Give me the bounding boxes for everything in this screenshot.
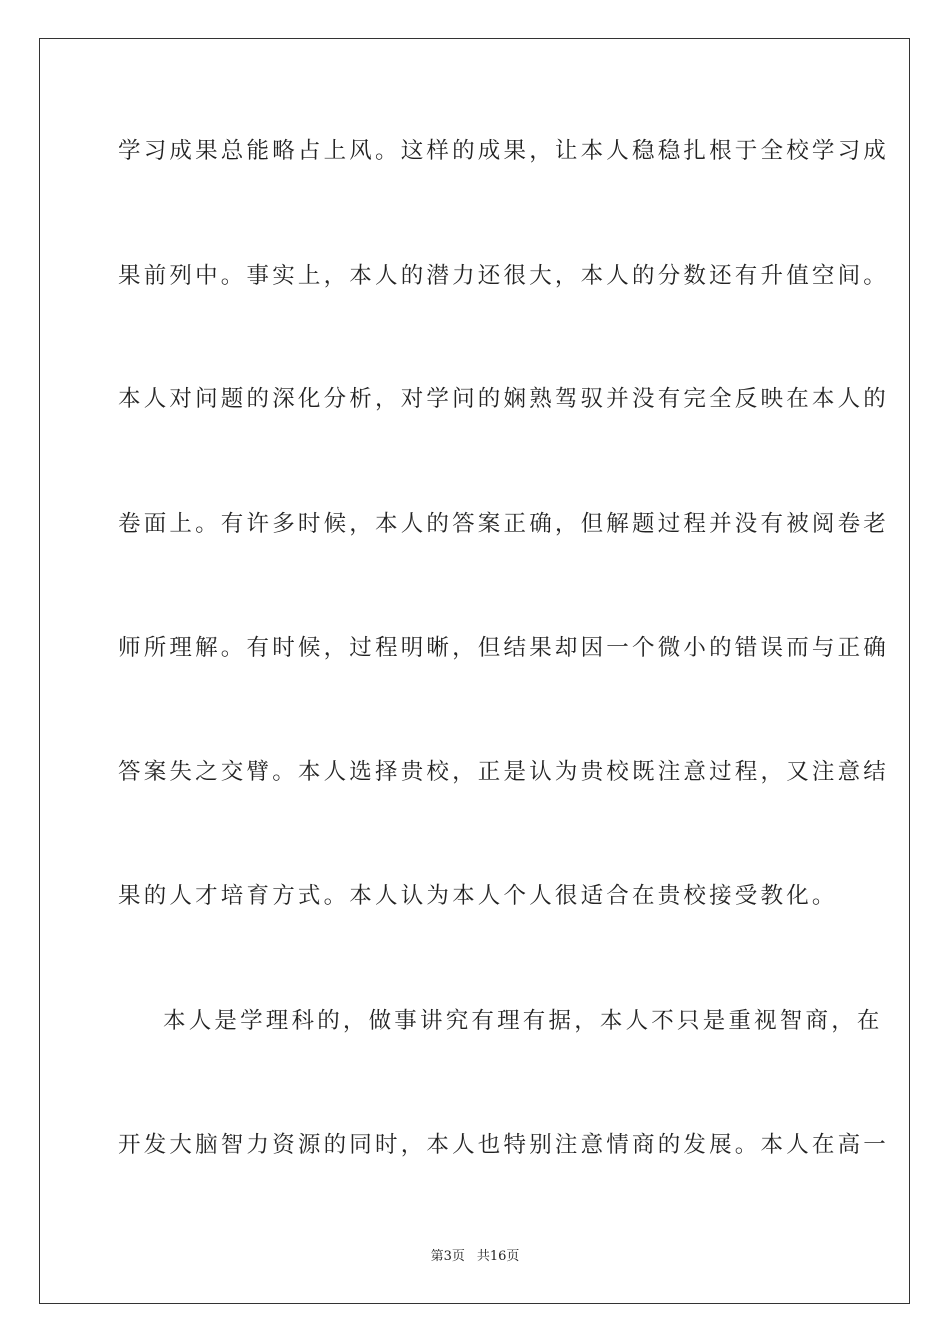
paragraph-line: 果的人才培育方式。本人认为本人个人很适合在贵校接受教化。 [118, 883, 838, 909]
paragraph-line: 本人对问题的深化分析，对学问的娴熟驾驭并没有完全反映在本人的 [118, 386, 890, 412]
paragraph-line: 学习成果总能略占上风。这样的成果，让本人稳稳扎根于全校学习成 [118, 138, 890, 164]
page-border [39, 38, 910, 1304]
paragraph-line: 果前列中。事实上，本人的潜力还很大，本人的分数还有升值空间。 [118, 263, 890, 289]
paragraph-line: 开发大脑智力资源的同时，本人也特别注意情商的发展。本人在高一 [118, 1132, 890, 1158]
page-total: 共16页 [476, 1249, 520, 1264]
page-footer [0, 1248, 950, 1266]
paragraph-line: 本人是学理科的，做事讲究有理有据，本人不只是重视智商，在 [163, 1008, 883, 1034]
paragraph-line: 答案失之交臂。本人选择贵校，正是认为贵校既注意过程，又注意结 [118, 759, 890, 785]
page-number: 第3页 [430, 1249, 465, 1264]
paragraph-line: 卷面上。有许多时候，本人的答案正确，但解题过程并没有被阅卷老 [118, 511, 890, 537]
paragraph-line: 师所理解。有时候，过程明晰，但结果却因一个微小的错误而与正确 [118, 635, 890, 661]
